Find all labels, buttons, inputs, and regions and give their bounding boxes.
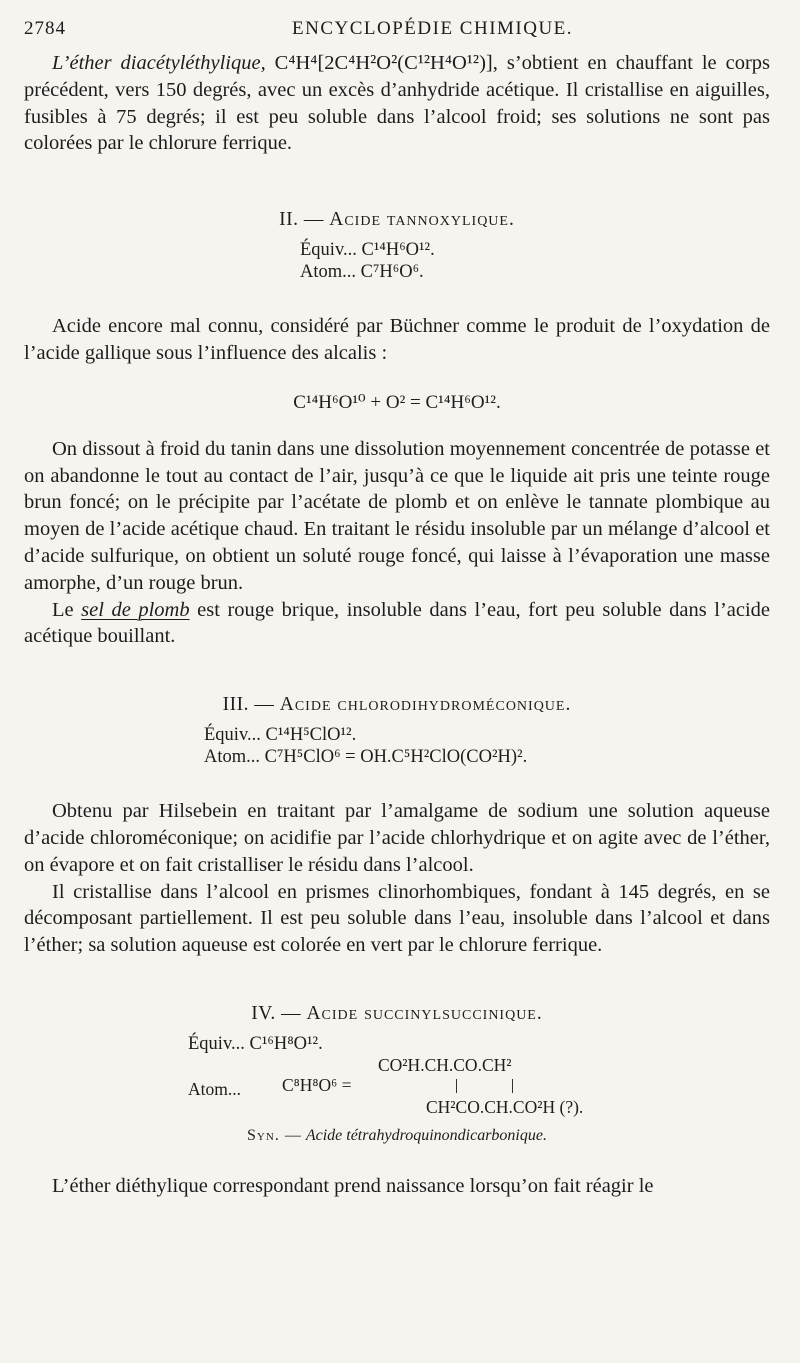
page-header — [24, 18, 770, 46]
paragraph: Acide encore mal connu, considéré par Büchner comme le produit de l’oxydation de l’acide gallique sous l’influence des alcalis : — [24, 315, 770, 364]
equiv-label: Équiv... — [300, 240, 357, 261]
synonym-line — [24, 1127, 770, 1145]
section-number: II. — — [279, 209, 324, 231]
section-title: Acide tannoxylique. — [329, 209, 515, 231]
atom-label: Atom... — [204, 747, 261, 768]
equation: C¹⁴H⁶O¹⁰ + O² = C¹⁴H⁶O¹². — [293, 391, 501, 413]
formula-block-2 — [300, 239, 770, 283]
page-number: 2784 — [24, 18, 66, 39]
intro-term: L’éther diacétyléthylique, — [52, 52, 266, 74]
equiv-formula: C¹⁴H⁵ClO¹². — [265, 725, 357, 746]
intro-formula: C⁴H⁴[2C⁴H²O²(C¹²H⁴O¹²)], — [274, 52, 498, 74]
structure-bottom-line: CH²CO.CH.CO²H (?). — [426, 1096, 584, 1117]
equiv-label: Équiv... — [188, 1033, 245, 1054]
running-title: ENCYCLOPÉDIE CHIMIQUE. — [292, 18, 574, 39]
section-number: III. — — [222, 694, 275, 716]
section-heading-4 — [24, 1003, 770, 1025]
term-sel-de-plomb: sel de plomb — [81, 598, 190, 621]
equiv-formula: C¹⁶H⁸O¹². — [249, 1033, 323, 1054]
paragraph: On dissout à froid du tanin dans une dissolution moyennement concentrée de potasse et on abandonne le tout au contact de l’air, jusqu’à ce que le liquide ait pris une teinte rouge brun foncé; on le précipite par l’acétate de plomb et on enlève le tannate plombique au moyen de l’acide acétique chaud. En traitant le résidu insoluble par un mélange d’alcool et d’acide sulfurique, on obtient un soluté rouge foncé, qui laisse à l’évaporation une masse amorphe, d’un rouge brun. — [24, 437, 770, 594]
section-title: Acide succinylsuccinique. — [306, 1002, 543, 1024]
text-span: Le — [52, 598, 74, 621]
atom-label: Atom... — [188, 1078, 241, 1099]
atom-formula: C⁷H⁵ClO⁶ = OH.C⁵H²ClO(CO²H)². — [264, 747, 528, 768]
section-heading-3 — [24, 694, 770, 716]
intro-paragraph — [24, 50, 770, 157]
bond-line — [456, 1079, 457, 1093]
section-number: IV. — — [251, 1002, 302, 1024]
atom-label: Atom... — [300, 262, 357, 283]
paragraph: L’éther diéthylique correspondant prend naissance lorsqu’on fait réagir le — [52, 1174, 654, 1197]
syn-text: Acide tétrahydroquinondicarbonique. — [305, 1126, 547, 1144]
section-heading-2 — [24, 209, 770, 231]
paragraph: Il cristallise dans l’alcool en prismes clinorhombiques, fondant à 145 degrés, en se décomposant partiellement. Il est peu soluble dans l’eau, insoluble dans l’alcool et dans l’éther; sa solution aqueuse est colorée en vert par le chlorure ferrique. — [24, 880, 770, 957]
intro-text: s’obtient en chauffant le corps précédent, vers 150 degrés, avec un excès d’anhydride acétique. Il cristallise en aiguilles, fusibles à 75 degrés; il est peu soluble dans l’alcool froid; ses solutions ne sont pas colorées par le chlorure ferrique. — [24, 52, 771, 155]
equiv-label: Équiv... — [204, 725, 261, 746]
atom-formula: C⁸H⁸O⁶ = — [282, 1074, 352, 1095]
equiv-formula: C¹⁴H⁶O¹². — [361, 240, 435, 261]
structural-formula — [188, 1054, 770, 1121]
structure-top-line: CO²H.CH.CO.CH² — [378, 1054, 512, 1075]
paragraph — [24, 597, 770, 651]
document-page — [24, 18, 770, 1200]
text-span: est rouge brique, insoluble dans l’eau, fort peu soluble dans l’acide acétique bouillant. — [24, 598, 771, 648]
formula-block-3 — [204, 724, 770, 768]
paragraph: Obtenu par Hilsebein en traitant par l’amalgame de sodium une solution aqueuse d’acide chloroméconique; on acidifie par l’acide chlorhydrique et on agite avec de l’éther, on évapore et on fait cristalliser le résidu dans l’alcool. — [24, 800, 770, 876]
formula-block-4 — [188, 1033, 770, 1121]
atom-formula: C⁷H⁶O⁶. — [360, 262, 424, 283]
syn-label: Syn. — — [247, 1126, 302, 1144]
bond-line — [512, 1079, 513, 1093]
section-title: Acide chlorodihydroméconique. — [279, 694, 572, 716]
